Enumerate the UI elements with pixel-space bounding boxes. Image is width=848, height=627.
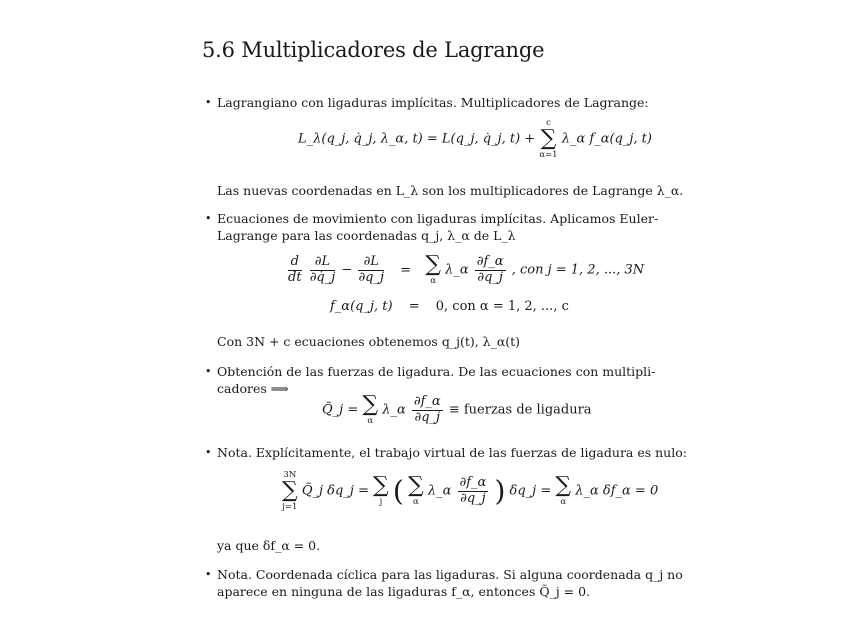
eq4-frac: $\frac{\partial f\_\alpha}{\partial q\_j}$ xyxy=(413,393,441,425)
eq2-equals: = xyxy=(400,262,412,278)
eq3-rhs: 0, con α = 1, 2, ..., c xyxy=(435,299,569,314)
sum-symbol-icon: ∑ xyxy=(282,478,298,503)
eq5-sum-lower-1: j=1 xyxy=(282,502,298,512)
eq4-rhs: ≡ fuerzas de ligadura xyxy=(448,402,592,418)
eq1-sum-lower: α=1 xyxy=(539,150,558,160)
eq5-frac: $\frac{\partial f\_\alpha}{\partial q\_j}$ xyxy=(459,474,487,506)
eq5-sum-2 xyxy=(373,475,389,507)
eq2-frac-dl-dqdot: $\frac{\partial L}{\partial q̇\_j}$ xyxy=(309,253,336,285)
eq5-sum-lower-2: j xyxy=(379,497,383,507)
paragraph-new-coordinates: Las nuevas coordenadas en L_λ son los multiplicadores de Lagrange λ_α. xyxy=(217,183,684,198)
eq5-sum-lower-3: α xyxy=(412,497,419,507)
right-paren-icon: ) xyxy=(494,474,506,508)
sum-symbol-icon: ∑ xyxy=(425,252,441,277)
item-3-text-line2: cadores ⟹ xyxy=(217,381,289,396)
eq2-frac-dl-dq: $\frac{\partial L}{\partial q\_j}$ xyxy=(358,253,385,285)
eq5-a: Q̃_j δq_j = xyxy=(301,483,374,499)
equation-euler-lagrange xyxy=(286,254,644,286)
eq2-frac-d-dt: $\frac{d}{dt}$ xyxy=(288,253,302,285)
item-4-text: Nota. Explícitamente, el trabajo virtual de las fuerzas de ligadura es nulo: xyxy=(217,445,687,460)
bullet-icon: • xyxy=(205,568,212,581)
item-5-text-line2: aparece en ninguna de las ligaduras f_α, entonces Q̃_j = 0. xyxy=(217,584,591,599)
eq5-c: δq_j = xyxy=(509,483,556,499)
bullet-icon: • xyxy=(205,212,212,225)
eq5-sum-upper: 3N xyxy=(283,470,297,480)
sum-symbol-icon: ∑ xyxy=(373,473,389,498)
equation-constraints xyxy=(330,299,569,314)
eq5-d: λ_α δf_α = 0 xyxy=(575,483,659,499)
eq2-frac-df-dq: $\frac{\partial f\_\alpha}{\partial q\_j}$ xyxy=(476,253,504,285)
eq4-sum xyxy=(362,394,378,426)
eq5-sum-4 xyxy=(555,475,571,507)
section-title: 5.6 Multiplicadores de Lagrange xyxy=(202,38,545,62)
eq2-lambda: λ_α xyxy=(445,262,469,278)
equation-lagrangian xyxy=(298,118,652,160)
item-5-text-line1: Nota. Coordenada cíclica para las ligaduras. Si alguna coordenada q_j no xyxy=(217,567,683,582)
eq1-lhs: L_λ(q_j, q̇_j, λ_α, t) = L(q_j, q̇_j, t) + xyxy=(298,131,540,147)
eq5-b: λ_α xyxy=(427,483,452,499)
sum-symbol-icon: ∑ xyxy=(362,392,379,417)
item-2-text-line2: Lagrange para las coordenadas q_j, λ_α de L_λ xyxy=(217,228,516,243)
eq2-sum xyxy=(425,254,441,286)
eq2-sum-lower: α xyxy=(430,276,436,286)
eq1-rhs: λ_α f_α(q_j, t) xyxy=(561,131,652,147)
eq5-sum-1 xyxy=(282,470,298,512)
paragraph-equations-count: Con 3N + c ecuaciones obtenemos q_j(t), λ_α(t) xyxy=(217,334,521,349)
bullet-icon: • xyxy=(205,365,212,378)
sum-symbol-icon: ∑ xyxy=(540,126,557,151)
eq3-lhs: f_α(q_j, t) xyxy=(330,299,393,314)
eq3-equals: = xyxy=(408,299,420,314)
item-2-text-line1: Ecuaciones de movimiento con ligaduras implícitas. Aplicamos Euler- xyxy=(217,211,659,226)
bullet-icon: • xyxy=(205,446,212,459)
eq1-sum-upper: c xyxy=(546,118,551,128)
equation-virtual-work xyxy=(282,470,658,512)
eq1-sum xyxy=(539,118,557,160)
item-3-text-line1: Obtención de las fuerzas de ligadura. De las ecuaciones con multipli- xyxy=(217,364,656,379)
eq5-sum-3 xyxy=(408,475,424,507)
paragraph-since: ya que δf_α = 0. xyxy=(217,538,321,553)
eq5-sum-lower-4: α xyxy=(560,497,567,507)
sum-symbol-icon: ∑ xyxy=(555,473,572,498)
left-paren-icon: ( xyxy=(392,474,404,508)
bullet-icon: • xyxy=(205,96,212,109)
eq4-lhs: Q̃_j = xyxy=(322,402,363,418)
eq4-sum-lower: α xyxy=(367,416,374,426)
sum-symbol-icon: ∑ xyxy=(407,473,424,498)
eq4-lambda: λ_α xyxy=(382,402,406,418)
equation-constraint-forces xyxy=(322,394,592,426)
item-1-text: Lagrangiano con ligaduras implícitas. Multiplicadores de Lagrange: xyxy=(217,95,649,110)
minus-sign: − xyxy=(341,262,353,278)
eq2-condition: , con j = 1, 2, ..., 3N xyxy=(511,262,645,278)
